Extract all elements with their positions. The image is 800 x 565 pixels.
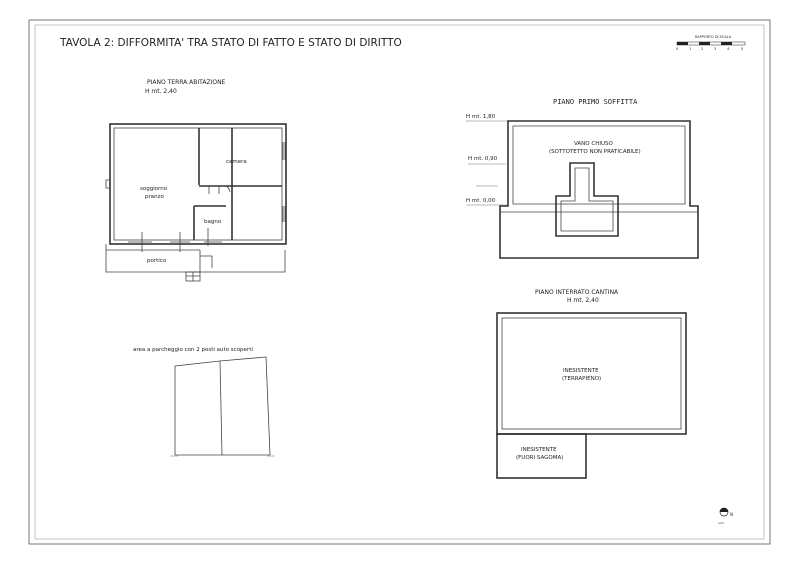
parking-title: area a parcheggio con 2 posti auto scoperti: [133, 347, 253, 353]
basement-plan: [497, 289, 686, 478]
basement-annex-label: INESISTENTE: [521, 447, 557, 453]
basement-main-note: (TERRAPIENO): [562, 376, 602, 382]
attic-title: PIANO PRIMO SOFFITTA: [553, 98, 638, 106]
scale-tick-4: 4: [727, 47, 730, 51]
scale-bar-label: RAPPORTO DI SCALA: [695, 35, 732, 39]
attic-level-0-00: H mt. 0,00: [466, 198, 496, 204]
ground-floor-title: PIANO TERRA ABITAZIONE: [147, 79, 226, 86]
scale-tick-1: 1: [689, 47, 692, 51]
room-label-bedroom: camera: [226, 159, 247, 165]
sheet-inner-frame: [35, 25, 764, 539]
ground-floor-height: H mt. 2,40: [145, 88, 177, 95]
room-label-living: soggiorno: [140, 186, 168, 192]
room-label-bathroom: bagno: [204, 219, 222, 225]
parking-plan: [133, 347, 275, 456]
scale-tick-3: 3: [714, 47, 717, 51]
scale-bar: [676, 35, 745, 51]
sheet-title: TAVOLA 2: DIFFORMITA' TRA STATO DI FATTO E STATO DI DIRITTO: [60, 37, 402, 49]
ground-floor-plan: [106, 79, 286, 281]
basement-height: H mt. 2,40: [567, 297, 599, 304]
basement-main-label: INESISTENTE: [563, 368, 599, 374]
room-label-porch: portico: [147, 258, 167, 264]
scale-tick-5: 5: [741, 47, 744, 51]
attic-level-1-80: H mt. 1,80: [466, 114, 496, 120]
basement-annex-note: (FUORI SAGOMA): [516, 455, 564, 461]
scale-tick-0: 0: [676, 47, 679, 51]
scale-tick-2: 2: [701, 47, 704, 51]
sheet-outer-frame: [29, 20, 770, 544]
basement-title: PIANO INTERRATO CANTINA: [535, 289, 619, 296]
attic-plan: [466, 98, 698, 258]
north-caption: nord: [718, 522, 724, 525]
attic-level-0-90: H mt. 0,90: [468, 156, 498, 162]
room-label-dining: pranzo: [145, 194, 164, 200]
north-arrow-icon: [718, 508, 733, 525]
attic-closed-room-note: (SOTTOTETTO NON PRATICABILE): [549, 149, 641, 155]
attic-closed-room: VANO CHIUSO: [574, 141, 613, 147]
north-label: N: [730, 512, 733, 517]
